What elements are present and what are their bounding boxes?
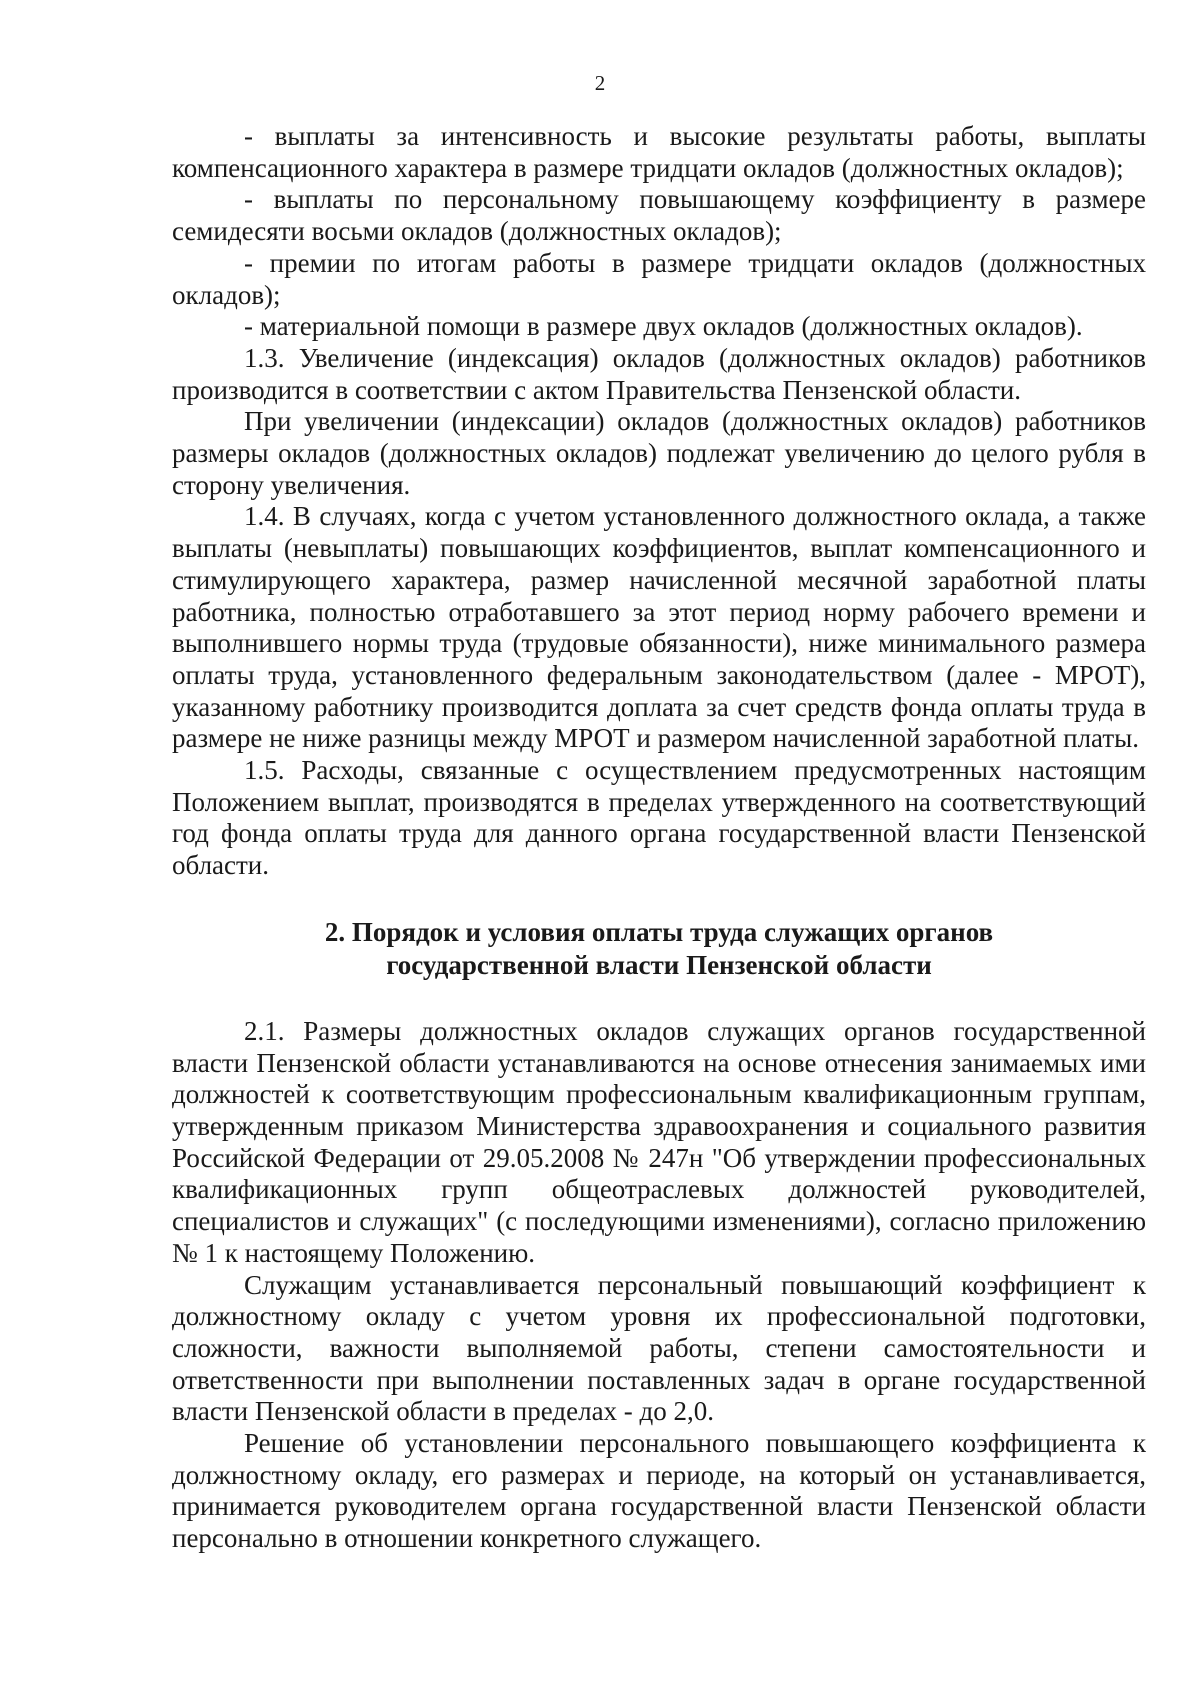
paragraph: - материальной помощи в размере двух окладов (должностных окладов).: [244, 311, 1083, 342]
section-heading-line-1: 2. Порядок и условия оплаты труда служащих органов: [324, 916, 994, 947]
paragraph-2-1: 2.1. Размеры должностных окладов служащих органов государственной власти Пензенской области устанавливаются на основе отнесения занимаемых ими должностей к соответствующим профессиональным квалификационным группам, утвержденным приказом Министерства здравоохранения и социального развития Российской Федерации от 29.05.2008 № 247н "Об утверждении профессиональных квалификационных групп общеотраслевых должностей руководителей, специалистов и служащих" (с последующими изменениями), согласно приложению № 1 к настоящему Положению.: [172, 1015, 1146, 1268]
paragraph: Служащим устанавливается персональный повышающий коэффициент к должностному окладу с учетом уровня их профессиональной подготовки, сложности, важности выполняемой работы, степени самостоятельности и ответственности при выполнении поставленных задач в органе государственной власти Пензенской области в пределах - до 2,0.: [172, 1269, 1146, 1427]
paragraph: - выплаты за интенсивность и высокие результаты работы, выплаты компенсационного характера в размере тридцати окладов (должностных окладов);: [172, 121, 1146, 183]
paragraph-1-5: 1.5. Расходы, связанные с осуществлением предусмотренных настоящим Положением выплат, производятся в пределах утвержденного на соответствующий год фонда оплаты труда для данного органа государственной власти Пензенской области.: [172, 755, 1146, 881]
section-heading-line-2: государственной власти Пензенской области: [386, 949, 932, 980]
paragraph-1-4: 1.4. В случаях, когда с учетом установленного должностного оклада, а также выплаты (невыплаты) повышающих коэффициентов, выплат компенсационного и стимулирующего характера, размер начисленной месячной заработной платы работника, полностью отработавшего за этот период норму рабочего времени и выполнившего нормы труда (трудовые обязанности), ниже минимального размера оплаты труда, установленного федеральным законодательством (далее - МРОТ), указанному работнику производится доплата за счет средств фонда оплаты труда в размере не ниже разницы между МРОТ и размером начисленной заработной платы.: [172, 501, 1146, 754]
paragraph: - выплаты по персональному повышающему коэффициенту в размере семидесяти восьми окладов (должностных окладов);: [172, 184, 1146, 247]
paragraph: Решение об установлении персонального повышающего коэффициента к должностному окладу, его размерах и периоде, на который он устанавливается, принимается руководителем органа государственной власти Пензенской области персонально в отношении конкретного служащего.: [172, 1428, 1146, 1554]
paragraph: - премии по итогам работы в размере тридцати окладов (должностных окладов);: [172, 247, 1146, 310]
page-number: 2: [594, 71, 606, 95]
paragraph-1-3: 1.3. Увеличение (индексация) окладов (должностных окладов) работников производится в соответствии с актом Правительства Пензенской области.: [172, 342, 1146, 405]
document-body: [172, 121, 1146, 1555]
section-heading: [172, 916, 1146, 982]
paragraph: При увеличении (индексации) окладов (должностных окладов) работников размеры окладов (должностных окладов) подлежат увеличению до целого рубля в сторону увеличения.: [172, 406, 1146, 500]
